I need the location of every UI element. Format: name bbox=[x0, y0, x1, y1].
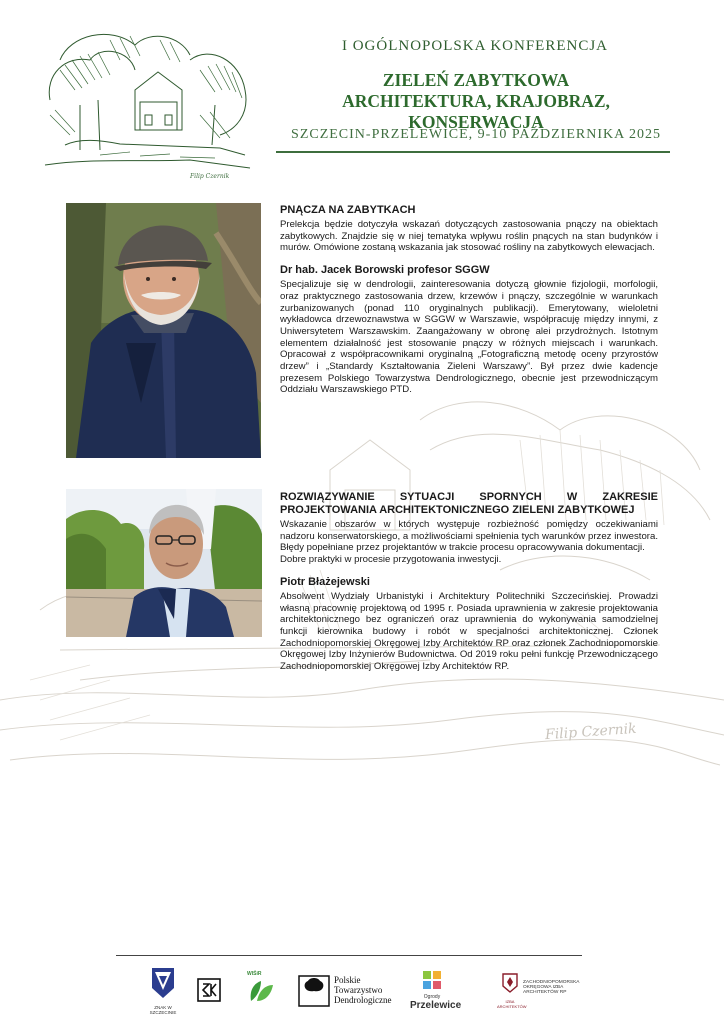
sketch-signature: Filip Czernik bbox=[544, 720, 638, 744]
logo-wisir bbox=[247, 972, 275, 1008]
logo-izba-architektow bbox=[497, 972, 587, 1009]
speaker-photo-blazejewski bbox=[66, 489, 262, 637]
section-1-speaker-bio: Specjalizuje się w dendrologii, zainteresowania dotyczą głownie fizjologii, morfologii, oraz praktycznego zastosowania drzew, krzewów i pnączy, szczególnie w warunkach zurbanizowanych (ponad 110 oryginalnych publikacji). Emerytowany, wieloletni wykładowca drzewoznawstwa w SGGW w Warszawie, współpracuję między innymi, z Uniwersytetem Warszawskim. Zaangażowany w obronę alei przydrożnych. Istotnym elementem działalność jest stosowanie pnączy w różnych miejscach i warunkach. Opracował z współpracownikami oryginalną „Fotograficzną metodę oceny przyrostów drzew” i „Standardy Kształtowania Zieleni Warszawy”. Był przez dwie kadencje prezesem Polskiego Towarzystwa Dendrologicznego, obecnie jest przewodniczącym Oddziału Warszawskiego PTD. bbox=[280, 279, 658, 396]
conference-edition: I OGÓLNOPOLSKA KONFERENCJA bbox=[341, 38, 608, 54]
section-1-title: PNĄCZA NA ZABYTKACH bbox=[280, 204, 416, 216]
section-1-speaker-name: Dr hab. Jacek Borowski profesor SGGW bbox=[280, 264, 490, 277]
header-sketch-signature: Filip Czernik bbox=[190, 173, 230, 180]
logo-ptd-line3: Dendrologiczne bbox=[334, 995, 392, 1005]
logo-znak-w-szczecinie bbox=[148, 966, 178, 1015]
speaker-photo-borowski bbox=[66, 203, 261, 458]
logo-izba-line2: OKRĘGOWA IZBA bbox=[523, 985, 564, 990]
header-divider bbox=[276, 151, 670, 153]
logo-ogrody-przelewice bbox=[410, 970, 462, 1011]
logo-wisir-caption: WIŚiR bbox=[247, 971, 262, 977]
section-2-description-extra: Dobre praktyki w procesie przygotowania inwestycji. bbox=[280, 554, 502, 566]
section-2-speaker-bio: Absolwent Wydziały Urbanistyki i Architektury Politechniki Szczecińskiej. Prowadzi własną pracownię projektową od 1995 r. Posiada uprawnienia w zakresie projektowania architektonicznego bez ograniczeń oraz uprawnienia do wykonywania samodzielnej funkcji kierownika budowy i robót w specjalności architektonicznej. Członek Zachodniopomorskiej Okręgowej Izby Architektów RP oraz członek Zachodniopomorskie Okręgowej Izby Inżynierów Budownictwa. Od 2019 roku pełni funkcję Przewodniczącego Zachodniopomorskiej Okręgowej Izby Architektów RP. bbox=[280, 590, 658, 673]
conference-title-line2: ARCHITEKTURA, KRAJOBRAZ, KONSERWACJA bbox=[342, 91, 610, 132]
conference-title-line1: ZIELEŃ ZABYTKOWA bbox=[382, 70, 570, 90]
section-2-speaker-name: Piotr Błażejewski bbox=[280, 575, 370, 588]
logo-ptd bbox=[298, 975, 398, 1007]
logo-sk-monogram bbox=[197, 978, 221, 1007]
logo-izba-line1: ZACHODNIOPOMORSKA bbox=[523, 980, 580, 985]
conference-title bbox=[276, 70, 676, 133]
section-2-description: Wskazanie obszarów w których występuje rozbieżność pomiędzy oczekiwaniami nadzoru konserwatorskiego, a możliwościami spełnienia tych warunków przez inwestora. Błędy popełniane przez projektantów w trakcie procesu opracowywania dokumentacji. bbox=[280, 519, 658, 554]
logo-izba-line3: ARCHITEKTÓW RP bbox=[523, 990, 567, 995]
header-manor-sketch bbox=[40, 20, 255, 180]
logo-ogrody-line2: Przelewice bbox=[410, 1000, 462, 1011]
section-2 bbox=[280, 491, 658, 673]
section-2-title: ROZWIĄZYWANIE SYTUACJI SPORNYCH W ZAKRESIE PROJEKTOWANIA ARCHITEKTONICZNEGO ZIELENI ZABYTKOWEJ bbox=[280, 491, 658, 516]
logo-znak-caption: ZNAK W SZCZECINIE bbox=[149, 1005, 177, 1015]
logo-ptd-line1: Polskie bbox=[334, 975, 361, 985]
section-1-description: Prelekcja będzie dotyczyła wskazań dotyczących zastosowania pnączy na obiektach zabytkowych. Znajdzie się w niej tematyka wpływu roślin pnących na stan budynków i murów. Omówione zostaną wskazania jak stosować rośliny na zabytkowych elewacjach. bbox=[280, 219, 658, 254]
logo-ptd-line2: Towarzystwo bbox=[334, 985, 383, 995]
conference-location-date: SZCZECIN-PRZELEWICE, 9-10 PAŹDZIERNIKA 2025 bbox=[291, 127, 661, 142]
section-1 bbox=[280, 204, 658, 396]
footer-divider bbox=[116, 955, 582, 956]
logo-ogrody-line1: Ogrody bbox=[423, 994, 441, 1000]
logo-izba-small: IZBA ARCHITEKTÓW bbox=[497, 999, 527, 1009]
